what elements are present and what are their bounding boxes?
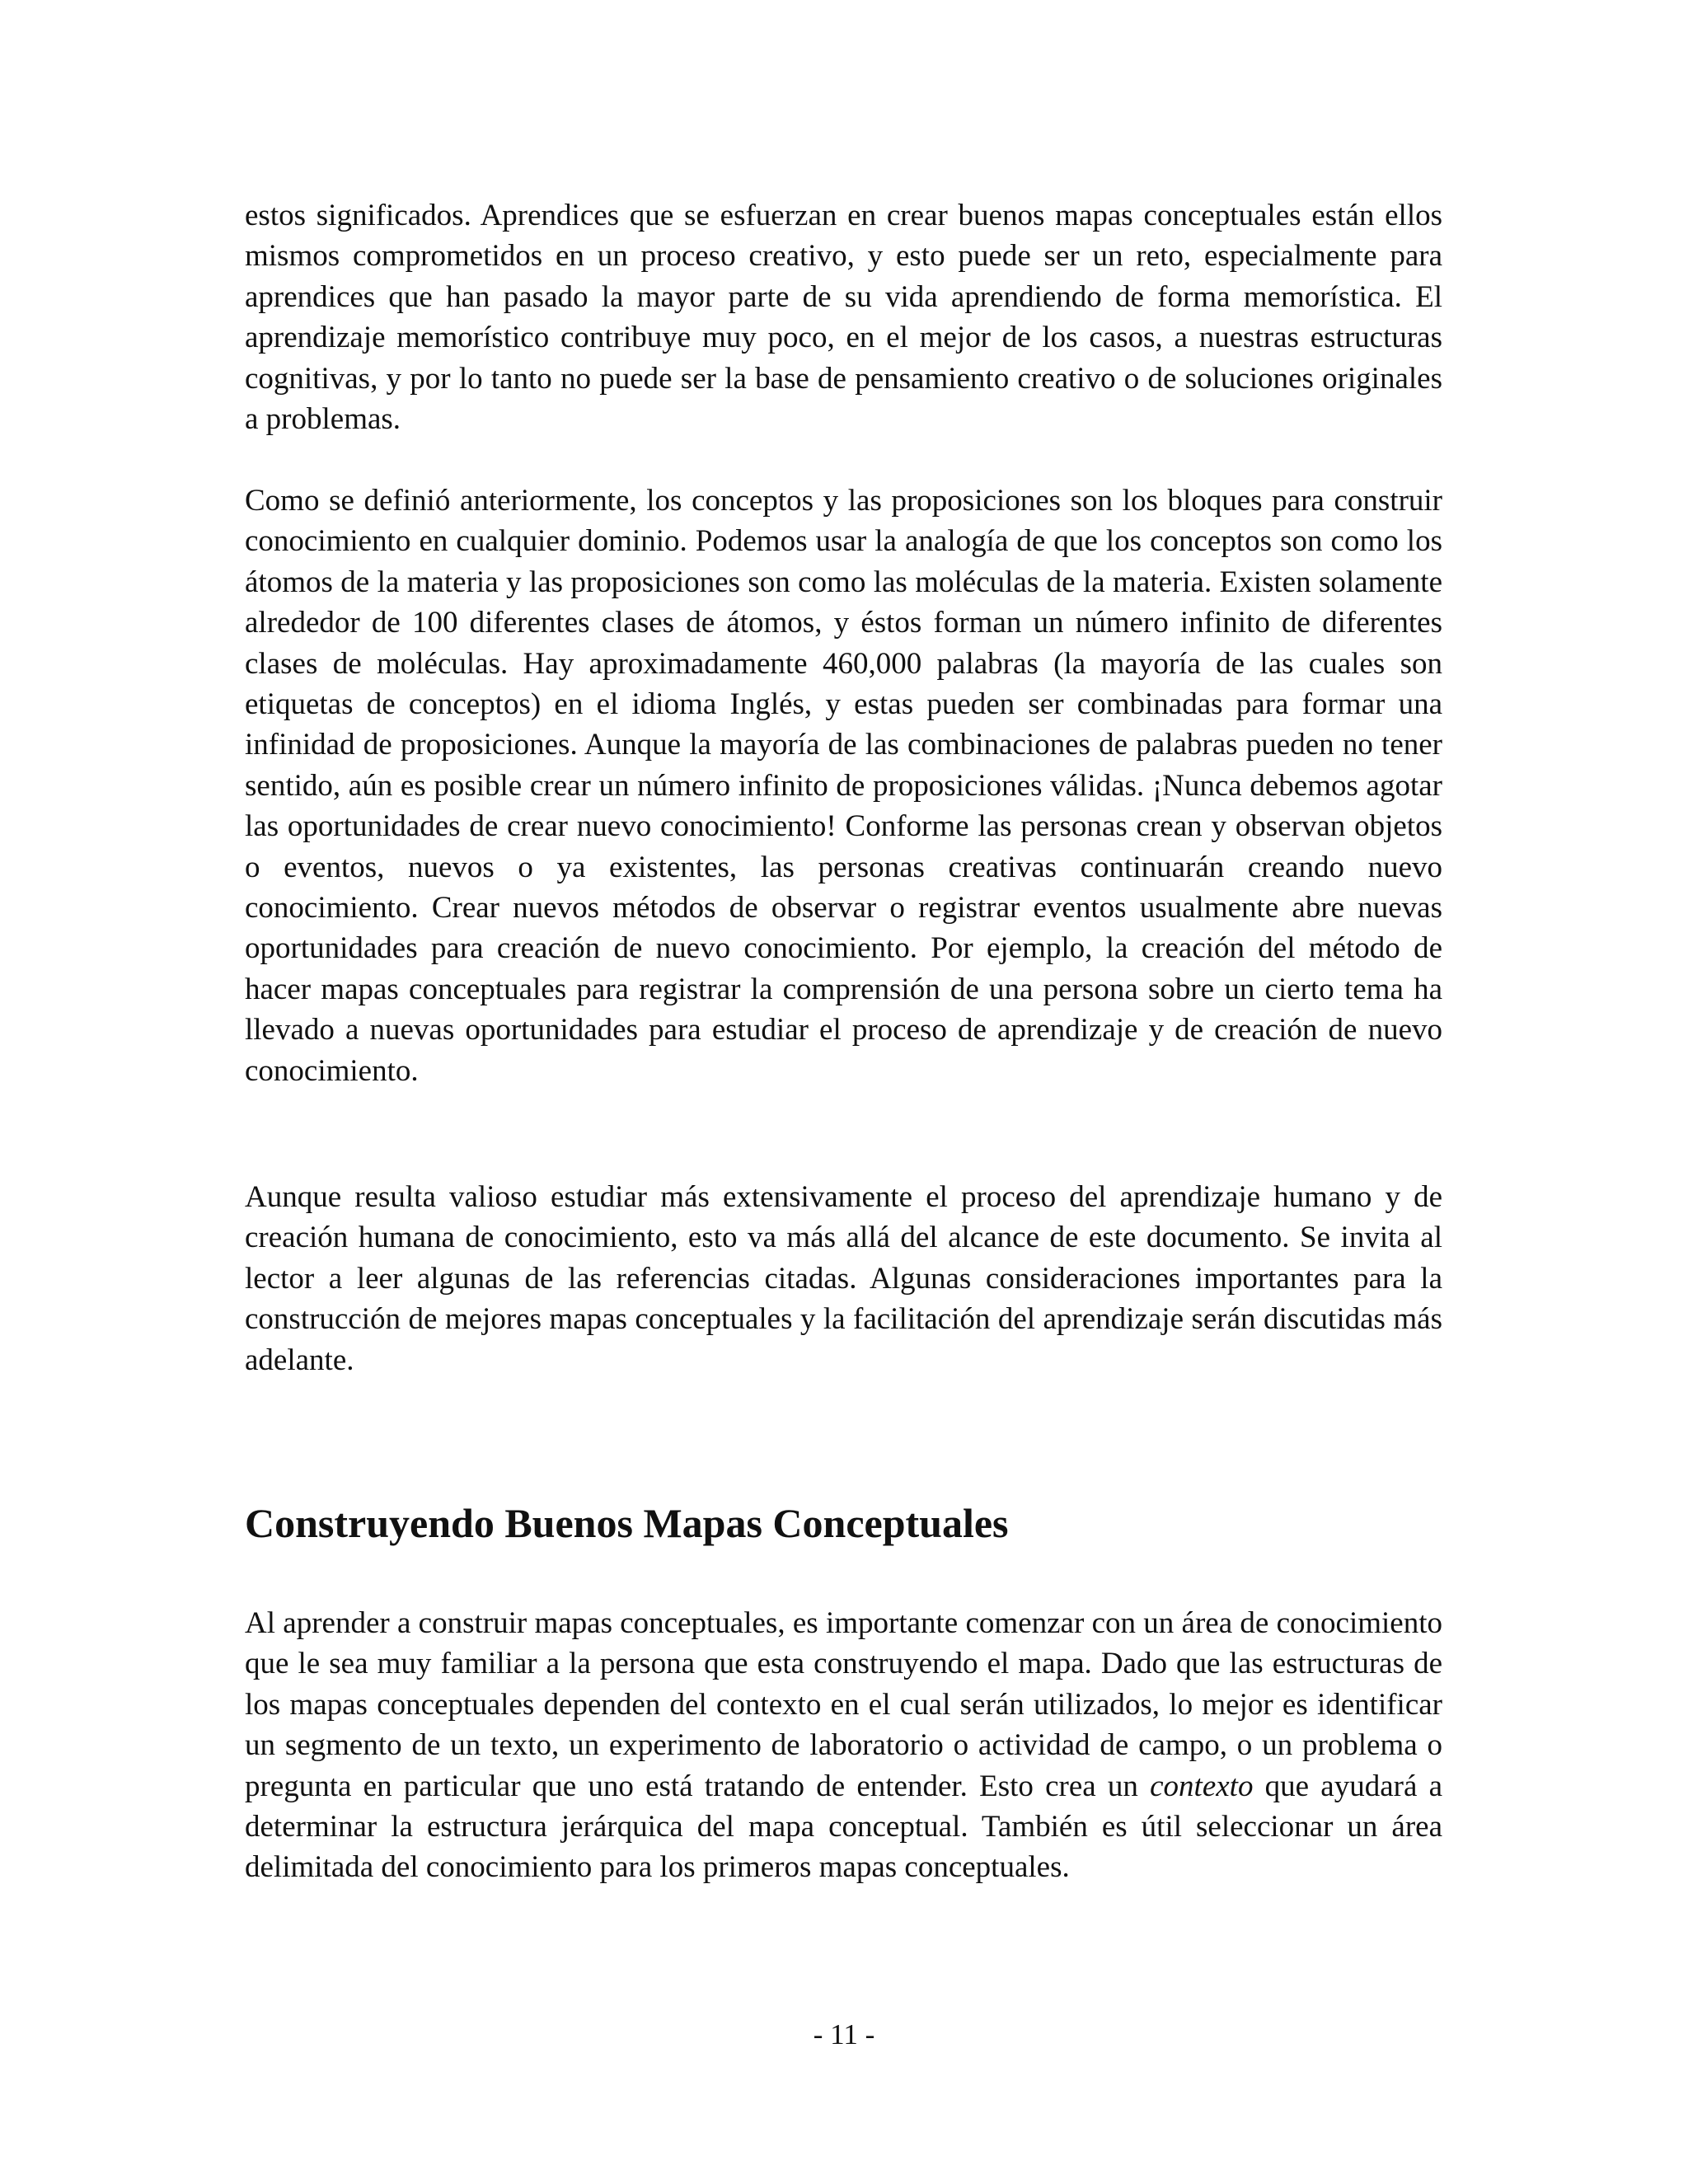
section-heading: Construyendo Buenos Mapas Conceptuales (245, 1500, 1009, 1546)
body-paragraph-1: estos significados. Aprendices que se esfuerzan en crear buenos mapas conceptuales están ellos mismos comprometidos en un proceso creativo, y esto puede ser un reto, especialmente para aprendices que han pasado la mayor parte de su vida aprendiendo de forma memorística. El aprendizaje memorístico contribuye muy poco, en el mejor de los casos, a nuestras estructuras cognitivas, y por lo tanto no puede ser la base de pensamiento creativo o de soluciones originales a problemas. (245, 199, 1442, 437)
body-paragraph-3: Aunque resulta valioso estudiar más extensivamente el proceso del aprendizaje humano y de creación humana de conocimiento, esto va más allá del alcance de este documento. Se invita al lector a leer algunas de las referencias citadas. Algunas consideraciones importantes para la construcción de mejores mapas conceptuales y la facilitación del aprendizaje serán discutidas más adelante. (245, 1180, 1442, 1377)
section-paragraph-text-end: que ayudará a determinar la estructura jerárquica del mapa conceptual. También es útil seleccionar un área delimitada del conocimiento para los primeros mapas conceptuales. (245, 1769, 1443, 1885)
section-paragraph-text-start: Al aprender a construir mapas conceptuales, es importante comenzar con un área de conocimiento que le sea muy familiar a la persona que esta construyendo el mapa. Dado que las estructuras de los mapas conceptuales dependen del contexto en el cual serán utilizados, lo mejor es identificar un segmento de un texto, un experimento de laboratorio o actividad de campo, o un problema o pregunta en particular que uno está tratando de entender. Esto crea un (245, 1606, 1442, 1803)
section-paragraph-italic-term: contexto (1150, 1769, 1254, 1803)
body-paragraph-2: Como se definió anteriormente, los conceptos y las proposiciones son los bloques para construir conocimiento en cualquier dominio. Podemos usar la analogía de que los conceptos son como los átomos de la materia y las proposiciones son como las moléculas de la materia. Existen solamente alrededor de 100 diferentes clases de átomos, y éstos forman un número infinito de diferentes clases de moléculas. Hay aproximadamente 460,000 palabras (la mayoría de las cuales son etiquetas de conceptos) en el idioma Inglés, y estas pueden ser combinadas para formar una infinidad de proposiciones. Aunque la mayoría de las combinaciones de palabras pueden no tener sentido, aún es posible crear un número infinito de proposiciones válidas. ¡Nunca debemos agotar las oportunidades de crear nuevo conocimiento! Conforme las personas crean y observan objetos o eventos, nuevos o ya existentes, las personas creativas continuarán creando nuevo conocimiento. Crear nuevos métodos de observar o registrar eventos usualmente abre nuevas oportunidades para creación de nuevo conocimiento. Por ejemplo, la creación del método de hacer mapas conceptuales para registrar la comprensión de una persona sobre un cierto tema ha llevado a nuevas oportunidades para estudiar el proceso de aprendizaje y de creación de nuevo conocimiento. (245, 484, 1442, 1088)
section-paragraph (245, 1603, 1442, 1888)
page-number: - 11 - (813, 2018, 875, 2050)
